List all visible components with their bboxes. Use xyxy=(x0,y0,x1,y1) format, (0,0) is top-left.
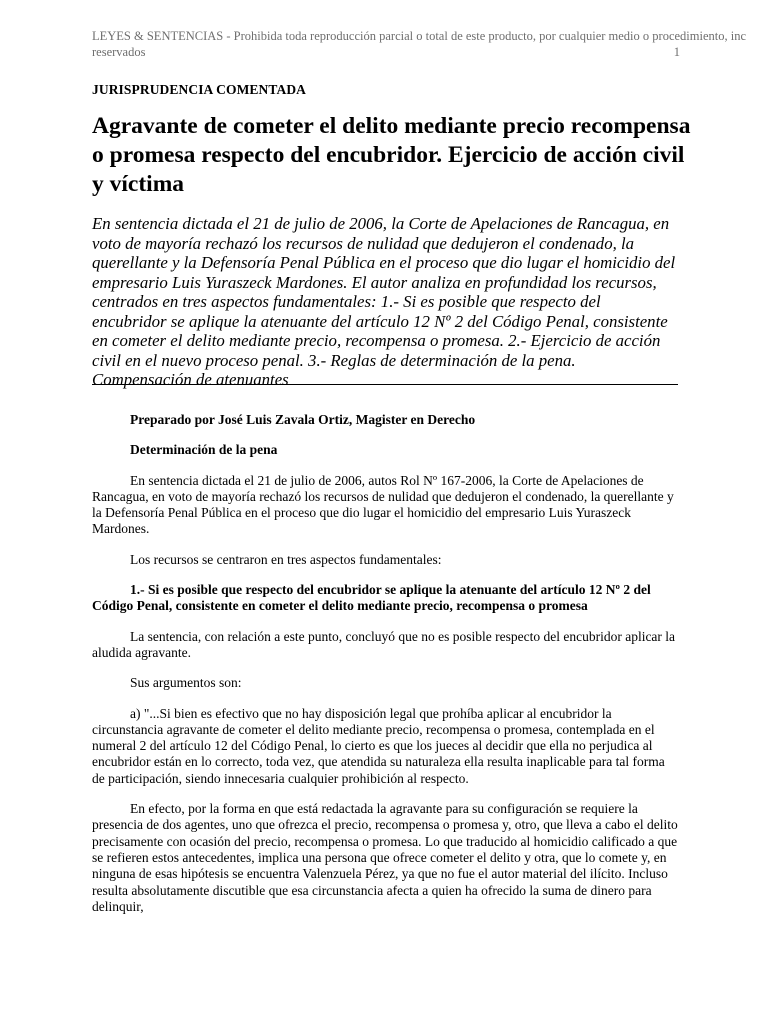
paragraph: En sentencia dictada el 21 de julio de 2006, autos Rol Nº 167-2006, la Corte de Apelaciones de Rancagua, en voto de mayoría rechazó los recursos de nulidad que dedujeron el condenado, la querellante y la Defensoría Penal Pública en el proceso que dio lugar el homicidio del empresario Luis Yuraszeck Mardones. xyxy=(92,472,674,537)
header-copyright-continuation: reservados xyxy=(92,45,146,59)
paragraph: a) "...Si bien es efectivo que no hay disposición legal que prohíba aplicar al encubridor la circunstancia agravante de cometer el delito mediante precio, recompensa o promesa, contemplada en el numeral 2 del artículo 12 del Código Penal, lo cierto es que los jueces al decidir que ella no perjudica al encubridor están en lo correcto, toda vez, que atendida su naturaleza ella resulta inaplicable para tal forma de participación, siendo innecesaria cualquier prohibición al respecto. xyxy=(92,705,665,786)
page-number: 1 xyxy=(673,45,680,59)
article-abstract: En sentencia dictada el 21 de julio de 2006, la Corte de Apelaciones de Rancagua, en voto de mayoría rechazó los recursos de nulidad que dedujeron el condenado, la querellante y la Defensoría Penal Pública en el proceso que dio lugar el homicidio del empresario Luis Yuraszeck Mardones. El autor analiza en profundidad los recursos, centrados en tres aspectos fundamentales: 1.- Si es posible que respecto del encubridor se aplique la atenuante del artículo 12 Nº 2 del Código Penal, consistente en cometer el delito mediante precio, recompensa o promesa. 2.- Ejercicio de acción civil en el nuevo proceso penal. 3.- Reglas de determinación de la pena. Compensación de atenuantes xyxy=(92,214,676,389)
header-copyright-line: LEYES & SENTENCIAS - Prohibida toda reproducción parcial o total de este producto, por cualquier medio o procedimiento, inc xyxy=(92,29,746,43)
header-second-line xyxy=(92,44,680,60)
paragraph: La sentencia, con relación a este punto, concluyó que no es posible respecto del encubridor aplicar la aludida agravante. xyxy=(92,628,676,660)
section-heading: Determinación de la pena xyxy=(130,442,278,458)
article-title: Agravante de cometer el delito mediante precio recompensa o promesa respecto del encubridor. Ejercicio de acción civil y víctima xyxy=(92,113,691,197)
page-header xyxy=(92,28,768,60)
section-kicker: JURISPRUDENCIA COMENTADA xyxy=(92,82,307,97)
paragraph: En efecto, por la forma en que está redactada la agravante para su configuración se requiere la presencia de dos agentes, uno que ofrezca el precio, recompensa o promesa y, otro, que lleva a cabo el delito precisamente con ocasión del precio, recompensa o promesa. Lo que traducido al homicidio calificado a que se refieren estos antecedentes, implica una persona que ofrece cometer el delito y otra, que lo comete y, en ninguna de esas hipótesis se encuentra Valenzuela Pérez, ya que no fue el autor material del ilícito. Incluso resulta absolutamente discutible que esa circunstancia afecta a quien ha ofrecido la suma de dinero para delinquir, xyxy=(92,801,678,914)
paragraph: Sus argumentos son: xyxy=(130,675,242,691)
paragraph: Los recursos se centraron en tres aspectos fundamentales: xyxy=(130,551,442,567)
article-body xyxy=(92,412,680,915)
author-line: Preparado por José Luis Zavala Ortiz, Magister en Derecho xyxy=(130,412,476,427)
divider xyxy=(92,384,678,385)
point-heading: 1.- Si es posible que respecto del encubridor se aplique la atenuante del artículo 12 Nº 2 del Código Penal, consistente en cometer el delito mediante precio, recompensa o promesa xyxy=(92,582,651,614)
